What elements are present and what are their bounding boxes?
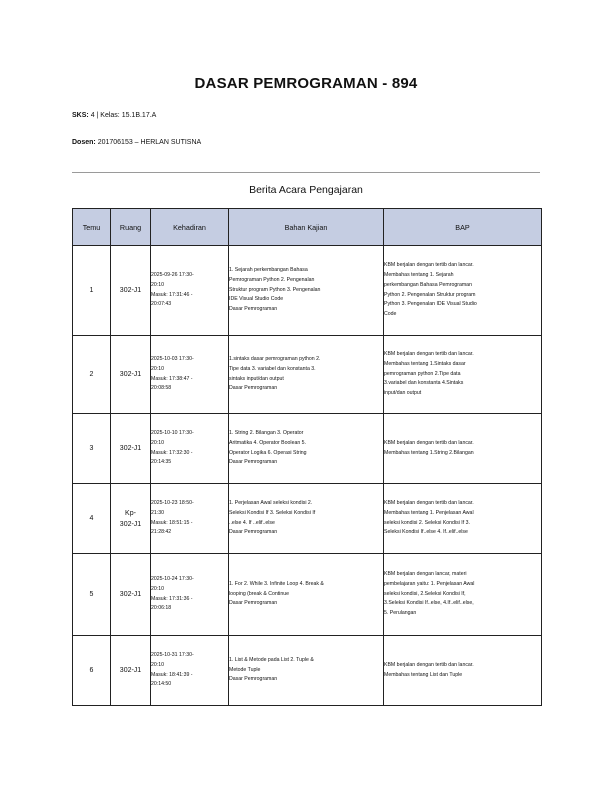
bahan-kajian-text: 1.sintaks dasar pemrograman python 2. Tipe data 3. variabel dan konstanta 3. sintaks input/dan output Dasar Pemrograman <box>229 355 321 392</box>
table-header-row <box>73 209 542 246</box>
bahan-kajian-text: 1. For 2. While 3. Infinite Loop 4. Break & looping (break & Continue Dasar Pemrograman <box>229 580 324 607</box>
bap-text: KBM berjalan dengan tertib dan lancar. Membahas tentang 1.String 2.Bilangan <box>384 439 474 456</box>
cell-bahan-kajian <box>229 336 384 414</box>
ruang-text: Kp- 302-J1 <box>119 509 142 528</box>
cell-bap <box>384 336 542 414</box>
lecturer-label: Dosen: <box>72 139 96 146</box>
cell-ruang: 302-J1 <box>111 414 151 484</box>
table-row <box>73 554 542 636</box>
table-row <box>73 336 542 414</box>
header-bap: BAP <box>384 209 542 246</box>
cell-temu: 1 <box>73 246 111 336</box>
divider <box>72 172 540 173</box>
cell-bahan-kajian <box>229 554 384 636</box>
bap-text: KBM berjalan dengan tertib dan lancar. Membahas tentang 1. Sejarah perkembangan Bahasa Pemrograman Python 2. Pengenalan Struktur program Python 3. Pengenalan IDE Visual Studio Code <box>384 262 477 318</box>
bahan-kajian-text: 1. Sejarah perkembangan Bahasa Pemrograman Python 2. Pengenalan Struktur program Python 3. Pengenalan IDE Visual Studio Code Dasar Pemrograman <box>229 267 321 313</box>
kehadiran-text: 2025-10-31 17:30- 20:10 Masuk: 18:41:39 - 20:14:50 <box>151 651 194 688</box>
kehadiran-text: 2025-10-24 17:30- 20:10 Masuk: 17:31:36 - 20:06:18 <box>151 575 194 612</box>
cell-bahan-kajian <box>229 636 384 706</box>
bap-text: KBM berjalan dengan tertib dan lancar. Membahas tentang List dan Tuple <box>384 661 474 678</box>
kehadiran-text: 2025-10-23 18:50- 21:30 Masuk: 18:51:15 - 21:28:42 <box>151 499 194 536</box>
bahan-kajian-text: 1. String 2. Bilangan 3. Operator Aritmatika 4. Operator Boolean 5. Operator Logika 6. Operasi String Dasar Pemrograman <box>229 429 307 466</box>
kehadiran-text: 2025-10-10 17:30- 20:10 Masuk: 17:32:30 - 20:14:35 <box>151 429 194 466</box>
header-temu: Temu <box>73 209 111 246</box>
cell-bap <box>384 636 542 706</box>
cell-kehadiran <box>151 484 229 554</box>
cell-ruang: 302-J1 <box>111 246 151 336</box>
cell-kehadiran <box>151 554 229 636</box>
table-row <box>73 414 542 484</box>
cell-kehadiran <box>151 246 229 336</box>
cell-bap <box>384 246 542 336</box>
cell-bap <box>384 484 542 554</box>
cell-bap <box>384 414 542 484</box>
cell-temu: 4 <box>73 484 111 554</box>
bahan-kajian-text: 1. List & Metode pada List 2. Tuple & Metode Tuple Dasar Pemrograman <box>229 656 314 683</box>
bap-text: KBM berjalan dengan tertib dan lancar. Membahas tentang 1.Sintaks dasar pemrograman python 2.Tipe data 3.variabel dan konstanta 4.Sintaks input/dan output <box>384 351 474 397</box>
kehadiran-text: 2025-09-26 17:30- 20:10 Masuk: 17:31:46 - 20:07:43 <box>151 271 194 308</box>
section-title: Berita Acara Pengajaran <box>249 184 363 196</box>
cell-bahan-kajian <box>229 484 384 554</box>
bap-text: KBM berjalan dengan tertib dan lancar. Membahas tentang 1. Penjelasan Awal seleksi kondisi 2. Seleksi Kondisi If 3. Seleksi Kondisi If..else 4. If..elif..else <box>384 499 474 536</box>
cell-ruang: 302-J1 <box>111 336 151 414</box>
cell-ruang: 302-J1 <box>111 636 151 706</box>
table-row <box>73 246 542 336</box>
sks-label: SKS: <box>72 112 89 119</box>
cell-kehadiran <box>151 414 229 484</box>
lecturer-line <box>72 139 201 146</box>
cell-bap <box>384 554 542 636</box>
table-row <box>73 636 542 706</box>
header-ruang: Ruang <box>111 209 151 246</box>
cell-kehadiran <box>151 336 229 414</box>
cell-temu: 2 <box>73 336 111 414</box>
bap-text: KBM berjalan dengan lancar, materi pembelajaran yaitu: 1. Penjelasan Awal seleksi kondisi, 2.Seleksi Kondisi If, 3.Seleksi Kondisi If..else, 4.If..elif..else, 5. Perulangan <box>384 571 475 617</box>
cell-temu: 6 <box>73 636 111 706</box>
kehadiran-text: 2025-10-03 17:30- 20:10 Masuk: 17:38:47 - 20:08:58 <box>151 355 194 392</box>
table-row <box>73 484 542 554</box>
bahan-kajian-text: 1. Perjelasan Awal seleksi kondisi 2. Seleksi Kondisi If 3. Seleksi Kondisi If ..else 4. If ..elif..else Dasar Pemrograman <box>229 499 316 536</box>
sks-class-line <box>72 112 156 119</box>
lecturer-value: 201706153 – HERLAN SUTISNA <box>97 139 202 146</box>
cell-temu: 3 <box>73 414 111 484</box>
header-bahan-kajian: Bahan Kajian <box>229 209 384 246</box>
header-kehadiran: Kehadiran <box>151 209 229 246</box>
page-title: DASAR PEMROGRAMAN - 894 <box>194 75 418 92</box>
cell-kehadiran <box>151 636 229 706</box>
cell-bahan-kajian <box>229 246 384 336</box>
sks-class-value: 4 | Kelas: 15.1B.17.A <box>90 112 157 119</box>
cell-ruang: 302-J1 <box>111 554 151 636</box>
cell-ruang <box>111 484 151 554</box>
teaching-record-table <box>72 208 542 706</box>
cell-bahan-kajian <box>229 414 384 484</box>
cell-temu: 5 <box>73 554 111 636</box>
